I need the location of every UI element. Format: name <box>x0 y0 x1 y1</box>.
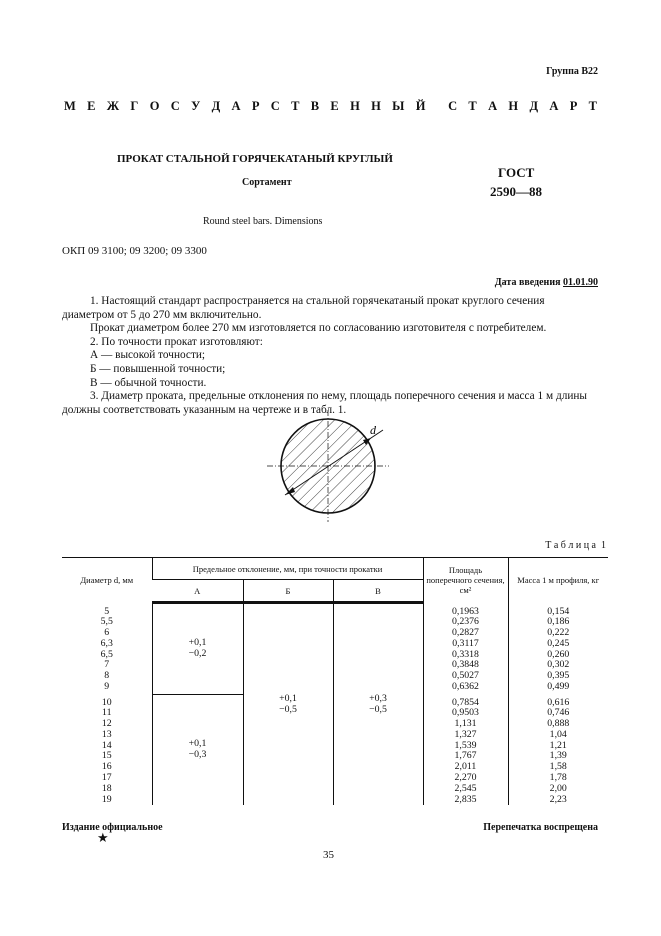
header-mass: Масса 1 м профиля, кг <box>508 558 608 603</box>
paragraph: Б — повышенной точности; <box>90 362 226 375</box>
mass-cell: 0,616 0,746 0,888 1,04 1,21 1,39 1,58 1,78 2,00 2,23 <box>508 695 608 806</box>
footer-official-edition: Издание официальное <box>62 822 163 833</box>
mass-cell: 0,154 0,186 0,222 0,245 0,260 0,302 0,395 0,499 <box>508 603 608 695</box>
footer-reprint-prohibited: Перепечатка воспрещена <box>483 822 598 833</box>
deviation-a-cell: +0,1 −0,2 <box>152 603 243 695</box>
document-title: ПРОКАТ СТАЛЬНОЙ ГОРЯЧЕКАТАНЫЙ КРУГЛЫЙ <box>117 153 393 165</box>
cross-section-drawing <box>265 410 395 525</box>
group-code: Группа В22 <box>546 66 598 77</box>
area-cell: 0,1963 0,2376 0,2827 0,3117 0,3318 0,3848 0,5027 0,6362 <box>423 603 508 695</box>
paragraph: Прокат диаметром более 270 мм изготовляется по согласованию изготовителя с потребителем. <box>90 322 547 335</box>
header-a: А <box>152 580 243 603</box>
date-label: Дата введения <box>494 277 561 288</box>
deviation-b-cell: +0,1 −0,5 <box>243 603 333 806</box>
star-icon: ★ <box>97 830 109 845</box>
header-v: В <box>333 580 423 603</box>
diameter-label: d <box>370 423 376 437</box>
effective-date <box>495 277 598 288</box>
paragraph: А — высокой точности; <box>90 349 206 362</box>
area-cell: 0,7854 0,9503 1,131 1,327 1,539 1,767 2,011 2,270 2,545 2,835 <box>423 695 508 806</box>
header-area: Площадь поперечного сечения, см² <box>423 558 508 603</box>
table-caption: Т а б л и ц а 1 <box>545 540 606 551</box>
header-diameter: Диаметр d, мм <box>62 558 152 603</box>
diameter-cell: 5 5,5 6 6,3 6,5 7 8 9 <box>100 605 113 693</box>
english-title: Round steel bars. Dimensions <box>203 216 323 227</box>
dimensions-table <box>62 557 608 805</box>
gost-label: ГОСТ <box>498 165 535 180</box>
header-b: Б <box>243 580 333 603</box>
standard-type <box>64 99 597 114</box>
page-number: 35 <box>323 849 334 861</box>
paragraph: 2. По точности прокат изготовляют: <box>90 335 263 348</box>
document-subtitle: Сортамент <box>242 177 292 188</box>
paragraph: 1. Настоящий стандарт распространяется на стальной горячекатаный прокат круглого сечения диаметром от 5 до 270 мм включительно. <box>62 295 545 321</box>
paragraph: В — обычной точности. <box>90 376 207 389</box>
deviation-v-cell: +0,3 −0,5 <box>333 603 423 806</box>
paragraph: 3. Диаметр проката, предельные отклонения по нему, площадь поперечного сечения и масса 1 м длины должны соответствовать указанным на чертеже и в табл. 1. <box>62 390 588 416</box>
gost-number: 2590—88 <box>490 184 542 199</box>
header-deviation: Предельное отклонение, мм, при точности прокатки <box>152 558 423 580</box>
diameter-cell: 10 11 12 13 14 15 16 17 18 19 <box>101 696 112 805</box>
date-value: 01.01.90 <box>563 277 598 288</box>
deviation-a-cell: +0,1 −0,3 <box>152 695 243 806</box>
standard-type-text: М Е Ж Г О С У Д А Р С Т В Е Н Н Ы Й С Т А Н Д А Р Т <box>64 99 597 113</box>
okp-codes: ОКП 09 3100; 09 3200; 09 3300 <box>62 245 207 257</box>
body-text <box>62 295 598 417</box>
